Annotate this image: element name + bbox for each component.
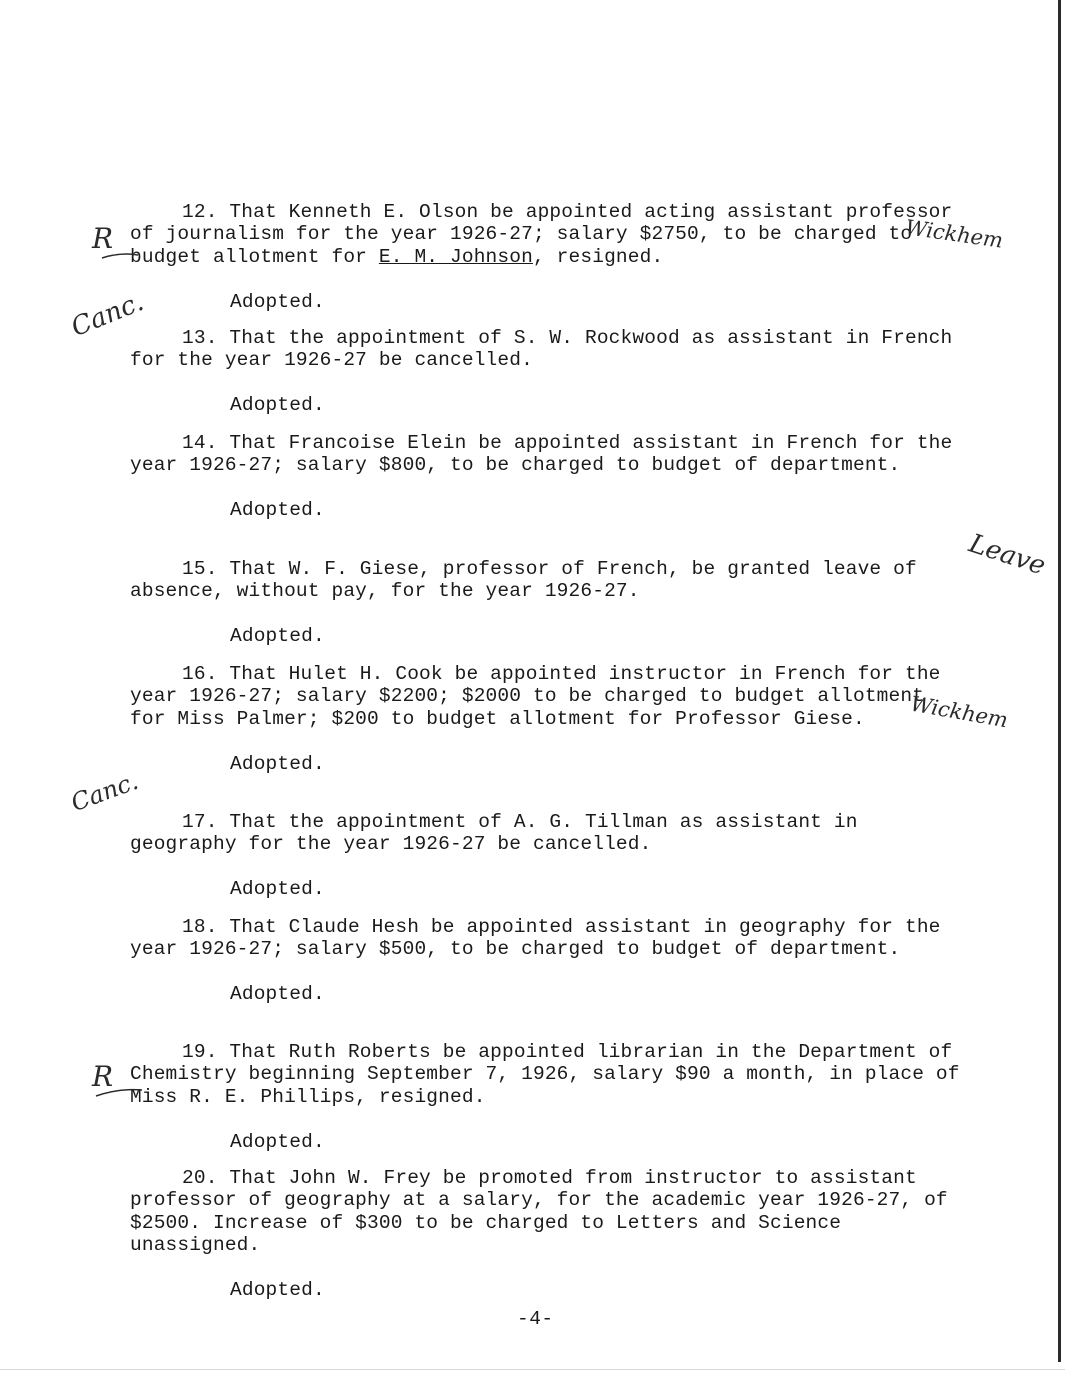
resolution-text: That Claude Hesh be appointed assistant in geography for the year 1926-27; salary $500, to be charged to budget of department.: [130, 915, 941, 960]
handwritten-r-mark: R: [92, 1060, 114, 1093]
resolution-14-body: [130, 432, 970, 477]
handwritten-underline-stroke: [94, 1086, 144, 1100]
resolution-text: That Hulet H. Cook be appointed instructor in French for the year 1926-27; salary $2200; $2000 to be charged to budget allotment for Miss Palmer; $200 to budget allotment for Professor Giese.: [130, 662, 941, 730]
resolution-number: 12.: [182, 200, 218, 223]
resolution-13-body: [130, 327, 970, 372]
resolution-12-body: [130, 201, 970, 269]
resolution-text: That the appointment of A. G. Tillman as assistant in geography for the year 1926-27 be cancelled.: [130, 810, 858, 855]
adopted-label: Adopted.: [230, 1279, 325, 1301]
adopted-label: Adopted.: [230, 878, 325, 900]
adopted-label: Adopted.: [230, 290, 325, 313]
resolution-number: 19.: [182, 1040, 218, 1063]
handwritten-cancel-note: Canc.: [67, 287, 148, 343]
page-number: -4-: [517, 1308, 554, 1330]
resolution-text: That John W. Frey be promoted from instructor to assistant professor of geography at a salary, for the academic year 1926-27, of $2500. Increase of $300 to be charged to Letters and Science unassigned.: [130, 1166, 948, 1256]
resolution-text-after: , resigned.: [532, 245, 664, 268]
resolution-number: 20.: [182, 1166, 218, 1189]
underlined-name: E. M. Johnson: [378, 245, 533, 268]
handwritten-wickhem-note: Wickhem: [903, 215, 1005, 253]
resolution-20-body: [130, 1167, 970, 1257]
resolution-15-body: [130, 558, 970, 603]
handwritten-cancel-note: Canc.: [67, 767, 142, 817]
resolution-text: That W. F. Giese, professor of French, be granted leave of absence, without pay, for the year 1926-27.: [130, 557, 917, 602]
handwritten-leave-note: Leave: [965, 528, 1049, 582]
resolution-text: That Francoise Elein be appointed assistant in French for the year 1926-27; salary $800, to be charged to budget of department.: [130, 431, 953, 476]
resolution-text: That Ruth Roberts be appointed librarian in the Department of Chemistry beginning September 7, 1926, salary $90 a month, in place of Miss R. E. Phillips, resigned.: [130, 1040, 960, 1108]
handwritten-underline-stroke: [100, 250, 140, 262]
adopted-label: Adopted.: [230, 625, 325, 647]
resolution-number: 15.: [182, 557, 218, 580]
adopted-label: Adopted.: [230, 499, 325, 521]
resolution-number: 18.: [182, 915, 218, 938]
resolution-text: That Kenneth E. Olson be appointed acting assistant professor of journalism for the year 1926-27; salary $2750, to be charged to budget allotment for: [130, 200, 953, 268]
adopted-label: Adopted.: [230, 1130, 325, 1153]
scan-edge: [0, 1369, 1065, 1370]
resolution-text: That the appointment of S. W. Rockwood as assistant in French for the year 1926-27 be cancelled.: [130, 326, 953, 371]
handwritten-wickhem-note: Wickhem: [908, 691, 1010, 733]
resolution-17-body: [130, 811, 970, 856]
resolution-number: 16.: [182, 662, 218, 685]
resolution-14: [130, 409, 970, 544]
handwritten-r-mark: R: [92, 222, 114, 255]
resolution-18-body: [130, 916, 970, 961]
adopted-label: Adopted.: [230, 394, 325, 416]
adopted-label: Adopted.: [230, 983, 325, 1005]
resolution-number: 13.: [182, 326, 218, 349]
resolution-19-body: [130, 1041, 970, 1109]
resolution-16-body: [130, 663, 970, 731]
page-edge: [1058, 0, 1061, 1362]
adopted-label: Adopted.: [230, 752, 325, 775]
resolution-20: [130, 1144, 970, 1324]
resolution-number: 17.: [182, 810, 218, 833]
resolution-16: [130, 640, 970, 798]
resolution-18: [130, 893, 970, 1028]
resolution-number: 14.: [182, 431, 218, 454]
